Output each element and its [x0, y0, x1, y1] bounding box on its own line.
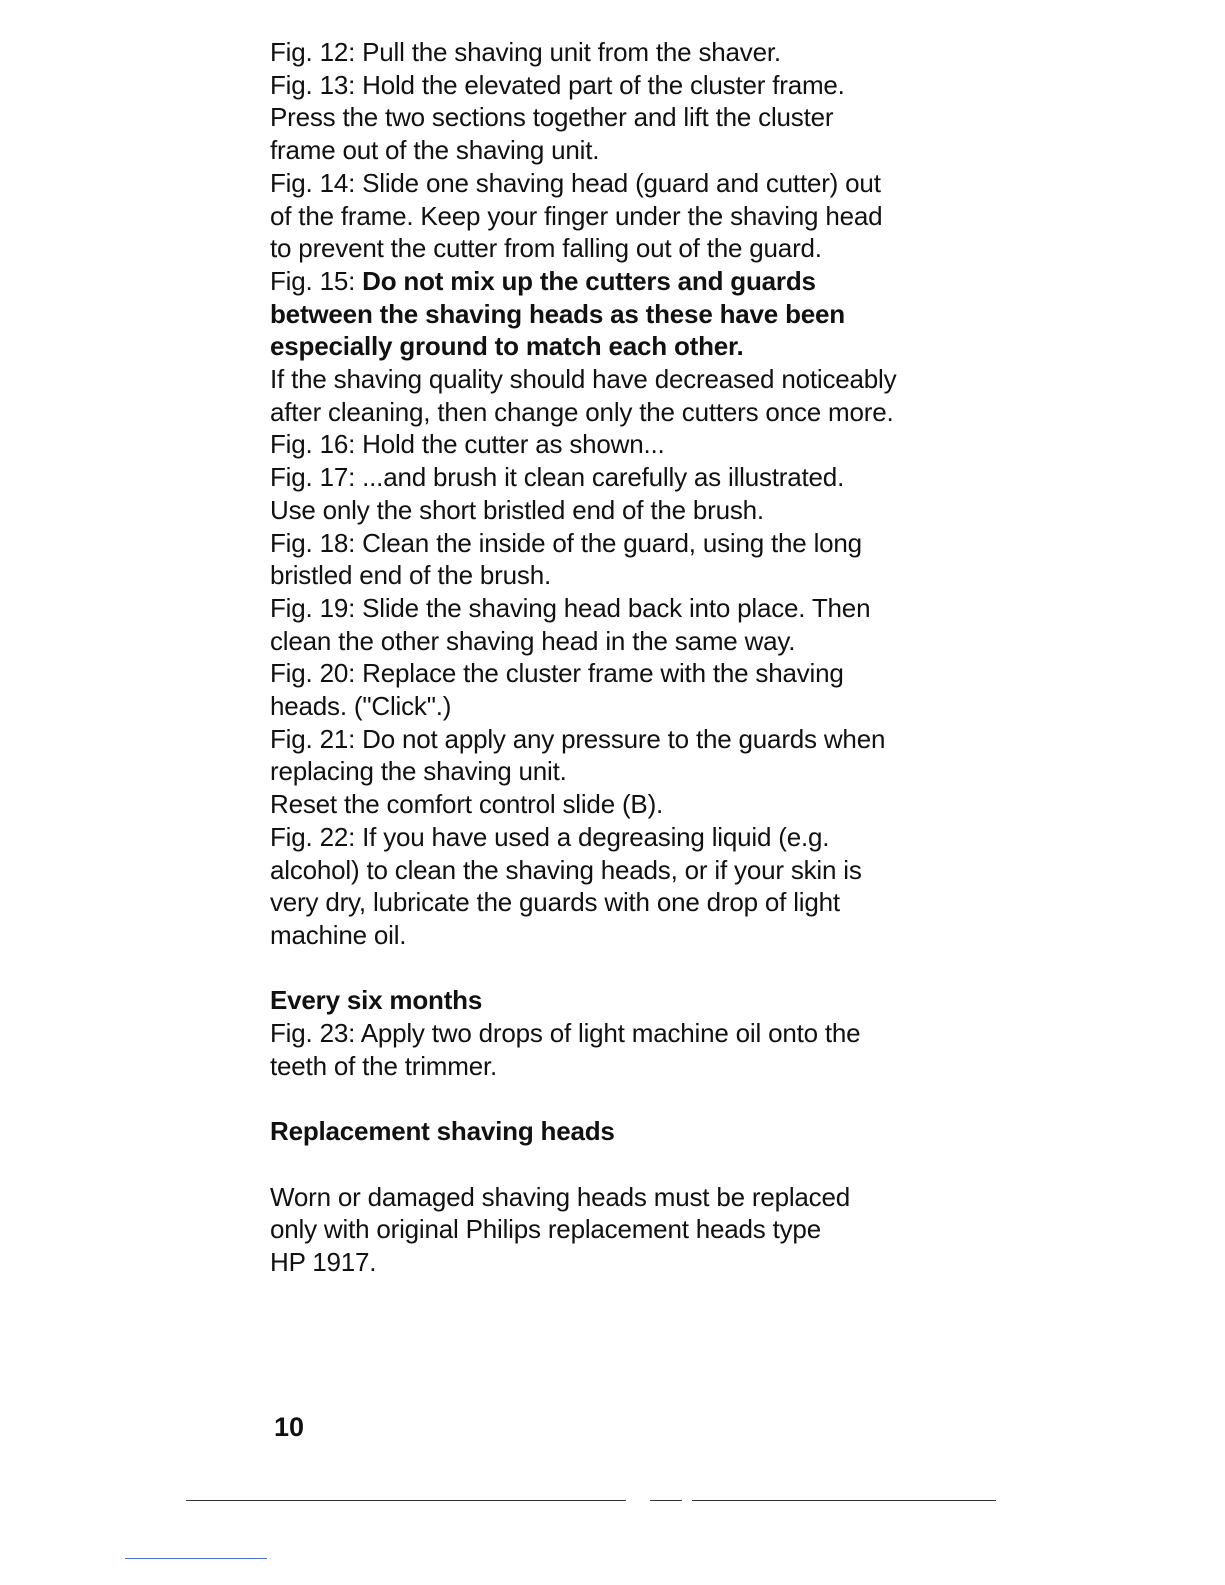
text-line: Fig. 20: Replace the cluster frame with the shaving — [270, 658, 844, 689]
text-line: of the frame. Keep your finger under the shaving head — [270, 200, 883, 231]
page-number: 10 — [274, 1412, 305, 1442]
text-line: frame out of the shaving unit. — [270, 135, 600, 166]
text-line: clean the other shaving head in the same way. — [270, 625, 796, 656]
spacer — [270, 1082, 990, 1115]
footer-rule — [186, 1500, 626, 1501]
text-line: after cleaning, then change only the cutters once more. — [270, 396, 894, 427]
text-line: If the shaving quality should have decreased noticeably — [270, 364, 897, 395]
text-line: Fig. 16: Hold the cutter as shown... — [270, 429, 665, 460]
page-body — [270, 36, 990, 1279]
text-line: only with original Philips replacement heads type — [270, 1214, 821, 1245]
footer-rule — [650, 1500, 682, 1501]
text-line: Use only the short bristled end of the brush. — [270, 494, 764, 525]
section-heading-replacement: Replacement shaving heads — [270, 1116, 615, 1147]
text-line: Fig. 14: Slide one shaving head (guard and cutter) out — [270, 167, 881, 198]
text-line: alcohol) to clean the shaving heads, or if your skin is — [270, 854, 862, 885]
text-line: Fig. 23: Apply two drops of light machine oil onto the — [270, 1018, 861, 1049]
warning-text: especially ground to match each other. — [270, 331, 744, 362]
text-line: machine oil. — [270, 919, 407, 950]
text-line: Reset the comfort control slide (B). — [270, 789, 664, 820]
text-line: Fig. 18: Clean the inside of the guard, using the long — [270, 527, 862, 558]
spacer — [270, 1148, 990, 1181]
text-line: heads. ("Click".) — [270, 691, 452, 722]
scan-edge-rule — [125, 1558, 267, 1559]
text-line: replacing the shaving unit. — [270, 756, 567, 787]
text-line: Press the two sections together and lift the cluster — [270, 102, 834, 133]
text-line: teeth of the trimmer. — [270, 1050, 498, 1081]
text-line: Fig. 13: Hold the elevated part of the cluster frame. — [270, 69, 845, 100]
text-line: very dry, lubricate the guards with one drop of light — [270, 887, 840, 918]
text-line: bristled end of the brush. — [270, 560, 551, 591]
section-heading-every-six-months: Every six months — [270, 985, 483, 1016]
text-line: Fig. 19: Slide the shaving head back into place. Then — [270, 592, 871, 623]
fig-label: Fig. 15: — [270, 265, 363, 296]
warning-text: Do not mix up the cutters and guards — [362, 265, 816, 296]
text-line: Worn or damaged shaving heads must be replaced — [270, 1181, 851, 1212]
footer-rule — [692, 1500, 996, 1501]
warning-text: between the shaving heads as these have been — [270, 298, 845, 329]
text-line: to prevent the cutter from falling out of the guard. — [270, 233, 822, 264]
text-line: Fig. 17: ...and brush it clean carefully as illustrated. — [270, 462, 845, 493]
text-line: Fig. 22: If you have used a degreasing liquid (e.g. — [270, 821, 830, 852]
text-line: Fig. 21: Do not apply any pressure to the guards when — [270, 723, 886, 754]
text-line: Fig. 12: Pull the shaving unit from the shaver. — [270, 37, 781, 67]
text-line-mixed — [270, 265, 990, 298]
text-line: HP 1917. — [270, 1246, 377, 1277]
spacer — [270, 952, 990, 985]
